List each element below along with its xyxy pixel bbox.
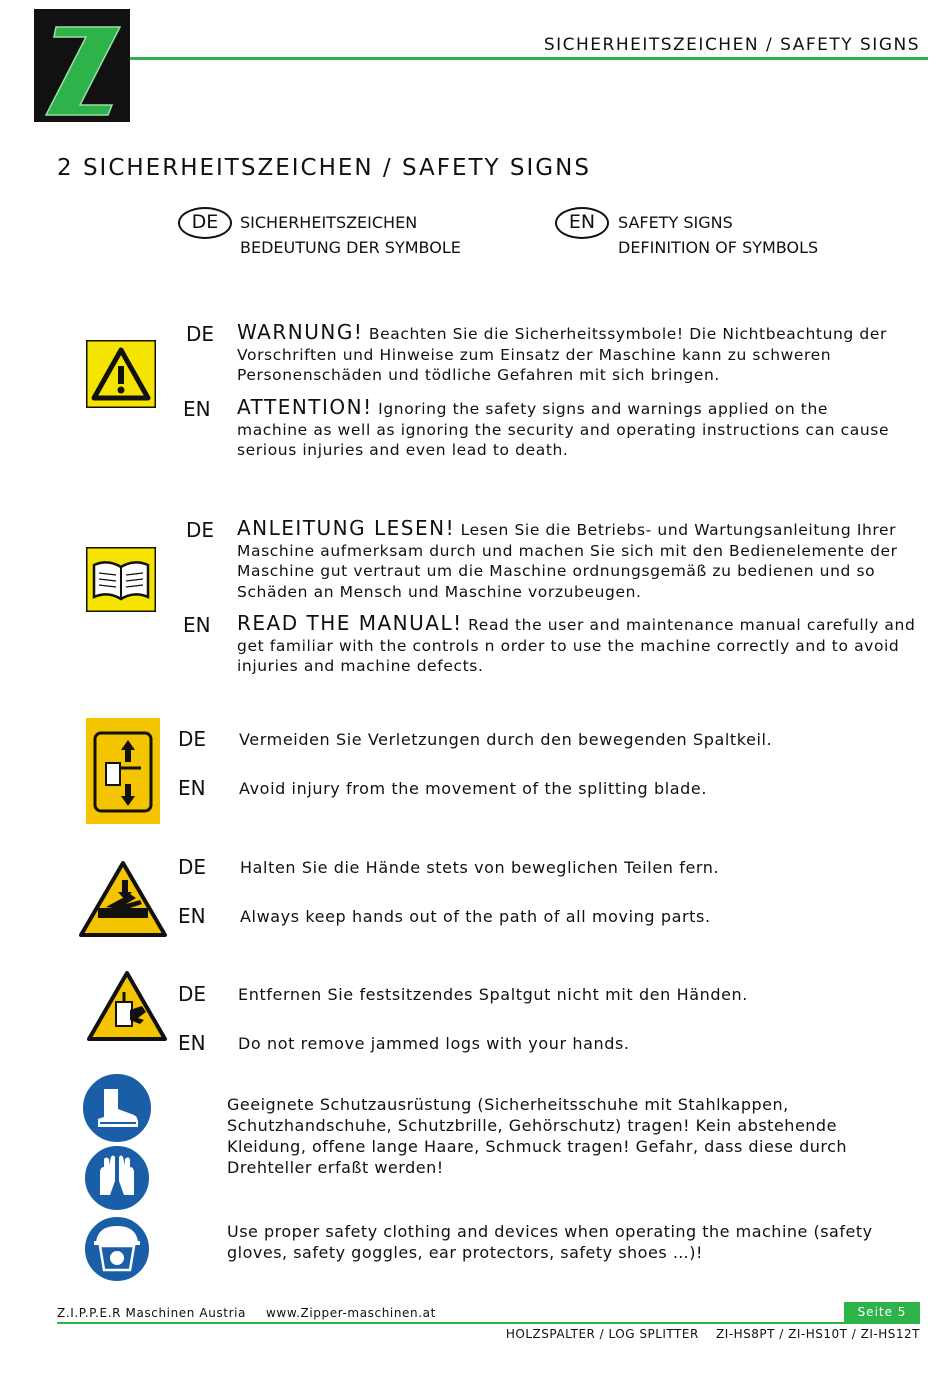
footer-product: HOLZSPALTER / LOG SPLITTER ZI-HS8PT / ZI-HS10T / ZI-HS12T: [505, 1327, 920, 1341]
header-rule: [130, 57, 928, 60]
jammed-log-warning-icon: [86, 970, 168, 1046]
sign3-de-text: Vermeiden Sie Verletzungen durch den bewegenden Spaltkeil.: [239, 730, 773, 749]
footer-company: Z.I.P.P.E.R Maschinen Austria: [57, 1306, 246, 1320]
sign1-de-text: [237, 322, 917, 386]
sign3-en-code: EN: [178, 776, 206, 800]
header-title: SICHERHEITSZEICHEN / SAFETY SIGNS: [543, 35, 920, 55]
sign2-de-text: [237, 518, 909, 602]
sign4-de-text: Halten Sie die Hände stets von beweglichen Teilen fern.: [240, 858, 720, 877]
sign1-en-body: Ignoring the safety signs and warnings applied on the machine as well as ignoring the security and operating instructions can cause serious injuries and even lead to death.: [237, 400, 890, 459]
sign1-en-text: [237, 397, 897, 461]
sign1-de-head: WARNUNG!: [237, 320, 364, 344]
legend-de: [240, 210, 461, 260]
sign5-de-code: DE: [178, 982, 207, 1006]
zipper-logo: [34, 9, 130, 122]
footer-rule: [57, 1322, 920, 1324]
footer-website-link[interactable]: www.Zipper-maschinen.at: [266, 1306, 436, 1320]
safety-gloves-icon: [82, 1143, 152, 1217]
sign1-de-body: Beachten Sie die Sicherheitssymbole! Die Nichtbeachtung der Vorschriften und Hinweise zum Einsatz der Maschine kann zu schweren Personenschäden und tödliche Gefahren mit sich bringen.: [237, 325, 887, 384]
ppe-en-text: Use proper safety clothing and devices when operating the machine (safety gloves, safety goggles, ear protectors, safety shoes …)!: [227, 1222, 873, 1262]
legend-en-line2: DEFINITION OF SYMBOLS: [618, 238, 819, 257]
sign5-de-text: Entfernen Sie festsitzendes Spaltgut nicht mit den Händen.: [238, 985, 748, 1004]
sign2-de-body: Lesen Sie die Betriebs- und Wartungsanleitung Ihrer Maschine aufmerksam durch und machen Sie sich mit den Bedienelemente der Maschine gut vertraut um die Maschine ordnungsgemäß zu bedienen und so Schäden an Mensch und Maschine vorzubeugen.: [237, 521, 898, 601]
sign2-en-code: EN: [183, 613, 211, 637]
sign5-en-text: Do not remove jammed logs with your hands.: [238, 1034, 630, 1053]
sign2-de-code: DE: [186, 518, 215, 542]
sign4-de-code: DE: [178, 855, 207, 879]
face-shield-helmet-icon: [82, 1214, 152, 1288]
sign3-en-text: Avoid injury from the movement of the splitting blade.: [239, 779, 708, 798]
sign5-en-code: EN: [178, 1031, 206, 1055]
warning-icon: [86, 340, 156, 412]
section-title: 2 SICHERHEITSZEICHEN / SAFETY SIGNS: [57, 155, 591, 181]
sign3-de-code: DE: [178, 727, 207, 751]
sign1-en-code: EN: [183, 397, 211, 421]
lang-badge-de: DE: [178, 207, 232, 239]
sign4-en-text: Always keep hands out of the path of all moving parts.: [240, 907, 711, 926]
manual-book-icon: [86, 547, 156, 616]
sign2-de-head: ANLEITUNG LESEN!: [237, 516, 456, 540]
legend-de-line2: BEDEUTUNG DER SYMBOLE: [240, 238, 461, 257]
page-number-badge: Seite 5: [844, 1302, 920, 1322]
sign1-de-code: DE: [186, 322, 215, 346]
ppe-de-text: Geeignete Schutzausrüstung (Sicherheitsschuhe mit Stahlkappen, Schutzhandschuhe, Schutzbrille, Gehörschutz) tragen! Kein abstehende Kleidung, offene lange Haare, Schmuck tragen! Gefahr, dass diese durch Drehteller erfaßt werden!: [227, 1095, 848, 1177]
splitting-blade-icon: [86, 718, 160, 828]
legend-en: [618, 210, 818, 260]
legend-en-line1: SAFETY SIGNS: [618, 213, 733, 232]
legend-de-line1: SICHERHEITSZEICHEN: [240, 213, 418, 232]
sign2-en-body: Read the user and maintenance manual carefully and get familiar with the controls n order to use the machine correctly and to avoid injuries and machine defects.: [237, 616, 916, 675]
sign2-en-head: READ THE MANUAL!: [237, 611, 463, 635]
sign4-en-code: EN: [178, 904, 206, 928]
safety-shoes-icon: [80, 1071, 154, 1149]
sign2-en-text: [237, 613, 927, 677]
sign1-en-head: ATTENTION!: [237, 395, 373, 419]
lang-badge-en: EN: [555, 207, 609, 239]
hand-crush-warning-icon: [78, 860, 168, 942]
